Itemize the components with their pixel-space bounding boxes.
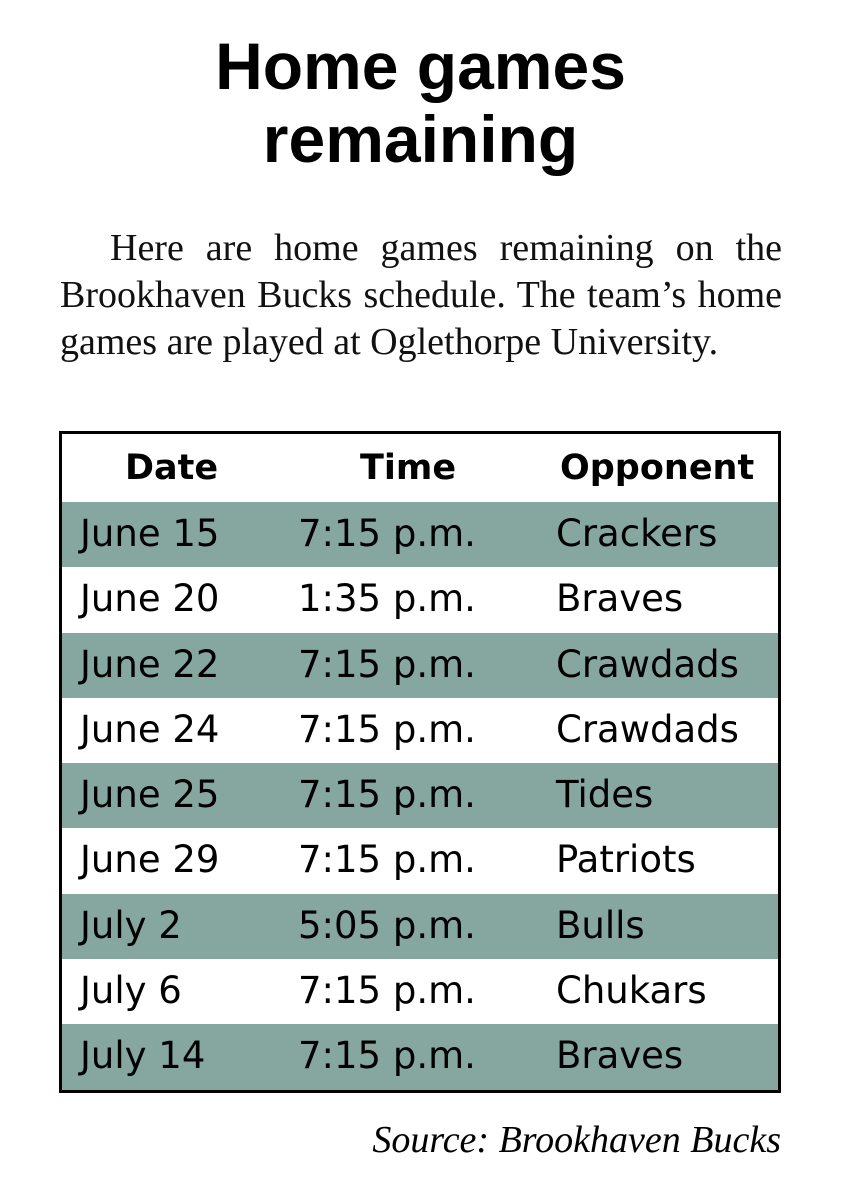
cell-time: 7:15 p.m. bbox=[298, 1034, 476, 1078]
table-row bbox=[62, 633, 778, 698]
table-row bbox=[62, 567, 778, 632]
cell-opponent: Braves bbox=[556, 577, 684, 621]
cell-opponent: Patriots bbox=[556, 838, 696, 882]
table-row bbox=[62, 959, 778, 1024]
cell-time: 7:15 p.m. bbox=[298, 838, 476, 882]
cell-date: June 25 bbox=[80, 773, 220, 817]
header-date: Date bbox=[125, 448, 219, 488]
cell-date: June 22 bbox=[80, 642, 220, 686]
table-row bbox=[62, 894, 778, 959]
cell-time: 7:15 p.m. bbox=[298, 969, 476, 1013]
source-credit: Source: Brookhaven Bucks bbox=[372, 1119, 781, 1161]
cell-opponent: Crackers bbox=[556, 512, 718, 555]
table-body bbox=[62, 502, 778, 1090]
cell-opponent: Crawdads bbox=[556, 707, 739, 751]
cell-time: 7:15 p.m. bbox=[298, 707, 476, 751]
table-row bbox=[62, 763, 778, 828]
cell-opponent: Bulls bbox=[556, 903, 645, 947]
cell-date: July 14 bbox=[80, 1034, 206, 1078]
cell-date: June 29 bbox=[80, 838, 220, 882]
table-row bbox=[62, 502, 778, 567]
cell-time: 1:35 p.m. bbox=[298, 577, 476, 621]
cell-time: 7:15 p.m. bbox=[298, 512, 476, 555]
cell-opponent: Chukars bbox=[556, 969, 707, 1013]
cell-date: July 2 bbox=[80, 903, 182, 947]
cell-opponent: Tides bbox=[556, 773, 654, 817]
cell-time: 5:05 p.m. bbox=[298, 903, 476, 947]
cell-opponent: Crawdads bbox=[556, 642, 739, 686]
header-opponent: Opponent bbox=[560, 448, 755, 488]
cell-date: June 20 bbox=[80, 577, 220, 621]
intro-paragraph: Here are home games remaining on the Brookhaven Bucks schedule. The team’s home games are played at Oglethorpe University. bbox=[60, 227, 782, 363]
header-time: Time bbox=[360, 448, 457, 488]
table-header-row bbox=[62, 434, 778, 502]
page-title bbox=[0, 30, 841, 176]
schedule-table bbox=[59, 431, 781, 1093]
cell-time: 7:15 p.m. bbox=[298, 773, 476, 817]
cell-date: June 24 bbox=[80, 707, 220, 751]
table-row bbox=[62, 698, 778, 763]
table-row bbox=[62, 1024, 778, 1089]
cell-time: 7:15 p.m. bbox=[298, 642, 476, 686]
cell-date: July 6 bbox=[80, 969, 182, 1013]
cell-opponent: Braves bbox=[556, 1034, 684, 1078]
title-line-2: remaining bbox=[262, 102, 579, 176]
title-line-1: Home games bbox=[215, 29, 626, 103]
table-row bbox=[62, 828, 778, 893]
cell-date: June 15 bbox=[80, 512, 220, 555]
